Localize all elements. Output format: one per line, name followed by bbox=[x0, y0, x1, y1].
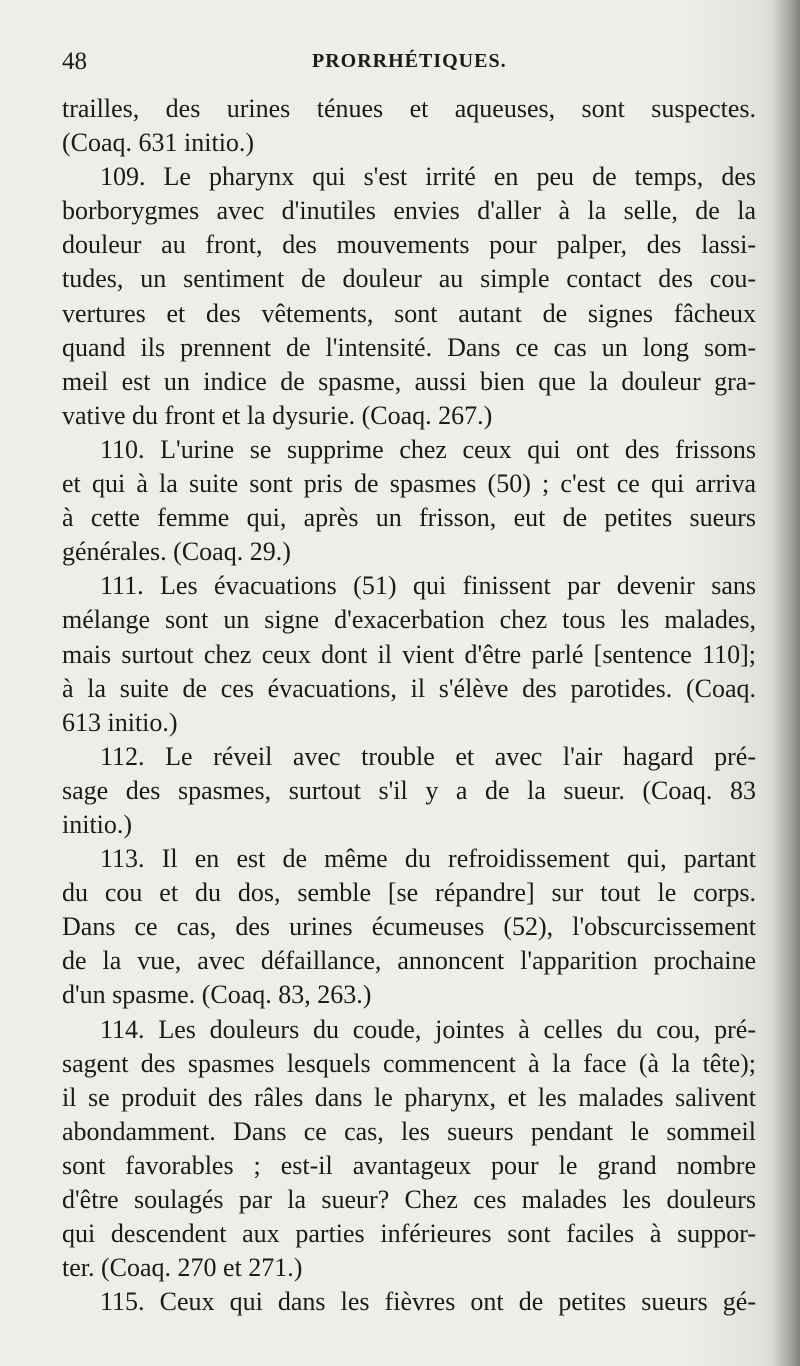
text-line: sagent des spasmes lesquels commencent à la face (à la tête); bbox=[62, 1048, 756, 1078]
text-line: générales. (Coaq. 29.) bbox=[62, 537, 291, 567]
text-line: 109. Le pharynx qui s'est irrité en peu de temps, des bbox=[100, 162, 756, 192]
text-line: et qui à la suite sont pris de spasmes (50) ; c'est ce qui arriva bbox=[62, 469, 756, 499]
text-line: qui descendent aux parties inférieures sont faciles à suppor- bbox=[62, 1219, 756, 1249]
text-line: mais surtout chez ceux dont il vient d'être parlé [sentence 110]; bbox=[62, 639, 756, 669]
text-line: abondamment. Dans ce cas, les sueurs pendant le sommeil bbox=[62, 1116, 756, 1146]
page-number: 48 bbox=[62, 48, 87, 75]
body-text bbox=[62, 92, 756, 1319]
text-line: sage des spasmes, surtout s'il y a de la sueur. (Coaq. 83 bbox=[62, 775, 756, 805]
text-line: 112. Le réveil avec trouble et avec l'air hagard pré- bbox=[100, 741, 756, 771]
text-line: 110. L'urine se supprime chez ceux qui ont des frissons bbox=[100, 434, 756, 464]
text-line: du cou et du dos, semble [se répandre] sur tout le corps. bbox=[62, 878, 756, 908]
text-line: initio.) bbox=[62, 809, 133, 839]
text-line: Dans ce cas, des urines écumeuses (52), l'obscurcissement bbox=[62, 912, 756, 942]
text-line: ter. (Coaq. 270 et 271.) bbox=[62, 1253, 303, 1283]
text-line: 114. Les douleurs du coude, jointes à celles du cou, pré- bbox=[100, 1014, 756, 1044]
text-line: meil est un indice de spasme, aussi bien que la douleur gra- bbox=[62, 366, 756, 396]
text-line: mélange sont un signe d'exacerbation chez tous les malades, bbox=[62, 605, 756, 635]
page-header bbox=[62, 48, 760, 88]
text-line: d'être soulagés par la sueur? Chez ces malades les douleurs bbox=[62, 1185, 756, 1214]
text-line: douleur au front, des mouvements pour palper, des lassi- bbox=[62, 230, 756, 260]
text-line: sont favorables ; est-il avantageux pour le grand nombre bbox=[62, 1150, 756, 1180]
text-line: borborygmes avec d'inutiles envies d'aller à la selle, de la bbox=[62, 196, 756, 226]
text-line: il se produit des râles dans le pharynx, et les malades salivent bbox=[62, 1082, 756, 1112]
text-line: (Coaq. 631 initio.) bbox=[62, 128, 255, 158]
text-line: 111. Les évacuations (51) qui finissent par devenir sans bbox=[100, 571, 756, 601]
text-line: à cette femme qui, après un frisson, eut de petites sueurs bbox=[62, 503, 756, 533]
text-line: vative du front et la dysurie. (Coaq. 267.) bbox=[62, 400, 493, 430]
text-line: 613 initio.) bbox=[62, 707, 178, 737]
text-line: 113. Il en est de même du refroidissement qui, partant bbox=[100, 844, 756, 874]
running-title: PRORRHÉTIQUES. bbox=[312, 50, 507, 72]
text-line: d'un spasme. (Coaq. 83, 263.) bbox=[62, 980, 372, 1010]
text-line: à la suite de ces évacuations, il s'élève des parotides. (Coaq. bbox=[62, 673, 756, 703]
text-line: de la vue, avec défaillance, annoncent l'apparition prochaine bbox=[62, 946, 756, 976]
text-line: 115. Ceux qui dans les fièvres ont de petites sueurs gé- bbox=[100, 1287, 756, 1317]
text-line: trailles, des urines ténues et aqueuses, sont suspectes. bbox=[62, 94, 756, 123]
page-gutter-shadow bbox=[772, 0, 800, 1366]
text-line: tudes, un sentiment de douleur au simple contact des cou- bbox=[62, 264, 756, 294]
text-line: quand ils prennent de l'intensité. Dans ce cas un long som- bbox=[62, 332, 756, 362]
text-line: vertures et des vêtements, sont autant de signes fâcheux bbox=[62, 298, 756, 328]
